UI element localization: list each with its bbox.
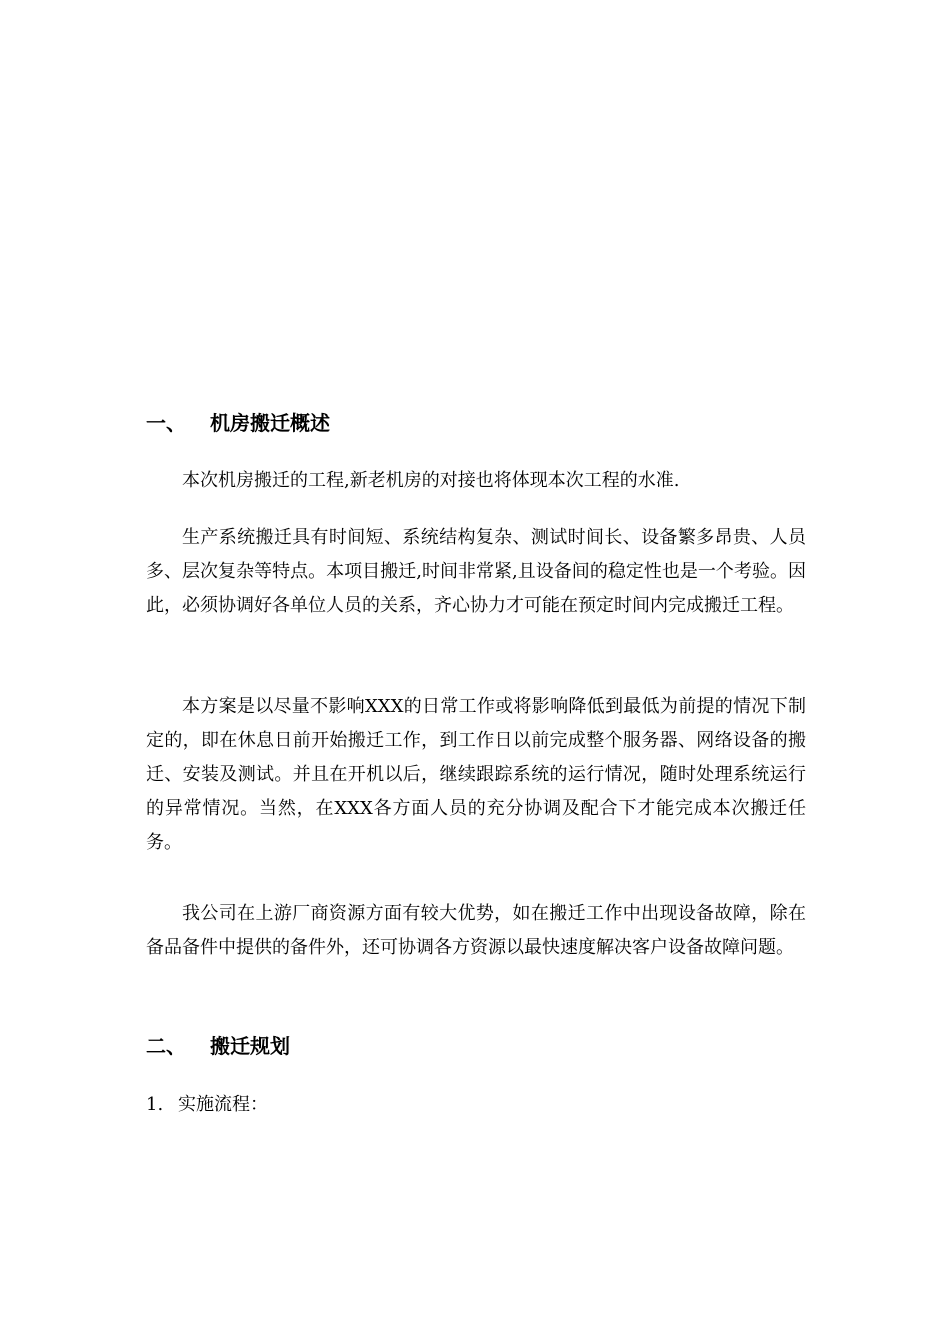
- section-heading-planning: [146, 1034, 290, 1058]
- section-number: 一、: [146, 411, 186, 435]
- paragraph: 本方案是以尽量不影响XXX的日常工作或将影响降低到最低为前提的情况下制定的，即在休息日前开始搬迁工作，到工作日以前完成整个服务器、网络设备的搬迁、安装及测试。并且在开机以后，继续跟踪系统的运行情况，随时处理系统运行的异常情况。当然，在XXX各方面人员的充分协调及配合下才能完成本次搬迁任务。: [146, 696, 806, 853]
- section-title: 机房搬迁概述: [210, 411, 330, 435]
- section-heading-overview: [146, 411, 330, 435]
- paragraph: 我公司在上游厂商资源方面有较大优势，如在搬迁工作中出现设备故障，除在备品备件中提供的备件外，还可协调各方资源以最快速度解决客户设备故障问题。: [146, 903, 806, 958]
- list-item-text: 实施流程：: [178, 1094, 268, 1115]
- section-title: 搬迁规划: [210, 1034, 290, 1058]
- paragraph: 生产系统搬迁具有时间短、系统结构复杂、测试时间长、设备繁多昂贵、人员多、层次复杂等特点。本项目搬迁,时间非常紧,且设备间的稳定性也是一个考验。因此，必须协调好各单位人员的关系，齐心协力才可能在预定时间内完成搬迁工程。: [146, 527, 806, 616]
- list-item-number: 1.: [146, 1094, 164, 1115]
- section-number: 二、: [146, 1034, 186, 1058]
- paragraph: 本次机房搬迁的工程,新老机房的对接也将体现本次工程的水准.: [182, 470, 680, 491]
- list-item: [146, 1093, 268, 1117]
